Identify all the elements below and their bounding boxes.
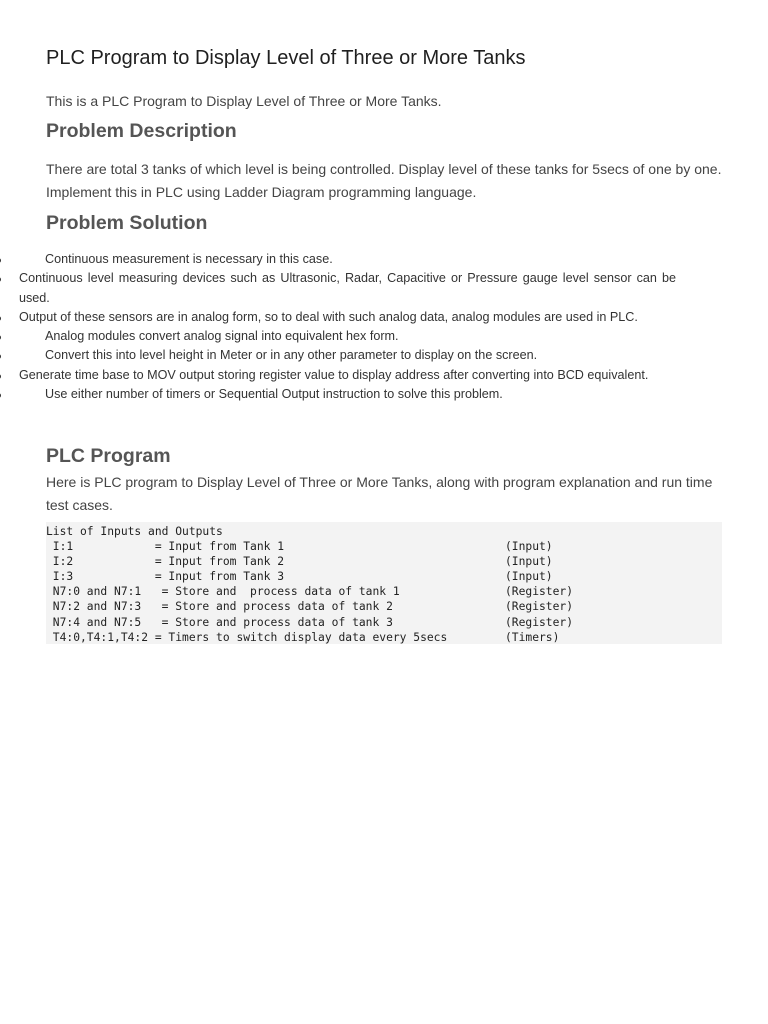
code-line-description: = Store and process data of tank 2 [154,600,393,614]
code-line-description: = Input from Tank 2 [154,555,285,569]
code-line [46,599,722,614]
code-line-text: N7:0 and N7:1 [46,585,155,599]
bullet-icon [0,335,1,340]
bullet-icon [0,316,1,321]
list-item: Continuous level measuring devices such as Ultrasonic, Radar, Capacitive or Pressure gauge level sensor can be used. [0,269,676,308]
code-line-description: = Input from Tank 3 [154,570,285,584]
code-line [46,630,722,645]
code-line-text: I:3 [46,570,155,584]
code-line [46,539,722,554]
code-line-description: = Input from Tank 1 [154,540,285,554]
code-line-text: I:1 [46,540,155,554]
code-line-type: (Input) [505,540,553,554]
code-line-type: (Register) [505,615,574,629]
problem-description-text: There are total 3 tanks of which level is being controlled. Display level of these tanks for 5secs of one by one. Implement this in PLC using Ladder Diagram programming language. [46,161,722,200]
code-line-type: (Register) [505,585,574,599]
code-block [46,522,722,644]
bullet-icon [0,393,1,398]
code-line [46,554,722,569]
list-item: Convert this into level height in Meter or in any other parameter to display on the screen. [0,346,676,365]
code-line-type: (Input) [505,570,553,584]
code-line-text: I:2 [46,555,155,569]
page-title: PLC Program to Display Level of Three or More Tanks [46,47,526,69]
code-line-description: = Store and process data of tank 1 [154,585,400,599]
list-item: Generate time base to MOV output storing register value to display address after converting into BCD equivalent. [0,366,676,385]
code-line [46,569,722,584]
code-line-type: (Input) [505,555,553,569]
list-item: Analog modules convert analog signal into equivalent hex form. [0,327,676,346]
code-line-text: N7:2 and N7:3 [46,600,155,614]
solution-bullet-list [0,250,676,404]
code-line-text: T4:0,T4:1,T4:2 [46,630,155,644]
code-line-description: = Timers to switch display data every 5secs [154,630,448,644]
list-item: Output of these sensors are in analog form, so to deal with such analog data, analog modules are used in PLC. [0,308,676,327]
bullet-icon [0,354,1,359]
code-header: List of Inputs and Outputs [46,525,223,538]
heading-problem-description: Problem Description [46,120,237,142]
list-item: Continuous measurement is necessary in this case. [0,250,676,269]
code-line [46,584,722,599]
code-line-description: = Store and process data of tank 3 [154,615,393,629]
intro-text: This is a PLC Program to Display Level of Three or More Tanks. [46,93,442,109]
heading-plc-program: PLC Program [46,445,171,467]
plc-program-text: Here is PLC program to Display Level of Three or More Tanks, along with program explanation and run time test cases. [46,474,713,513]
bullet-icon [0,258,1,263]
bullet-icon [0,374,1,379]
code-line [46,615,722,630]
code-line-type: (Timers) [505,630,560,644]
code-line-type: (Register) [505,600,574,614]
code-line-text: N7:4 and N7:5 [46,615,155,629]
list-item: Use either number of timers or Sequential Output instruction to solve this problem. [0,385,676,404]
heading-problem-solution: Problem Solution [46,212,208,234]
bullet-icon [0,277,1,282]
